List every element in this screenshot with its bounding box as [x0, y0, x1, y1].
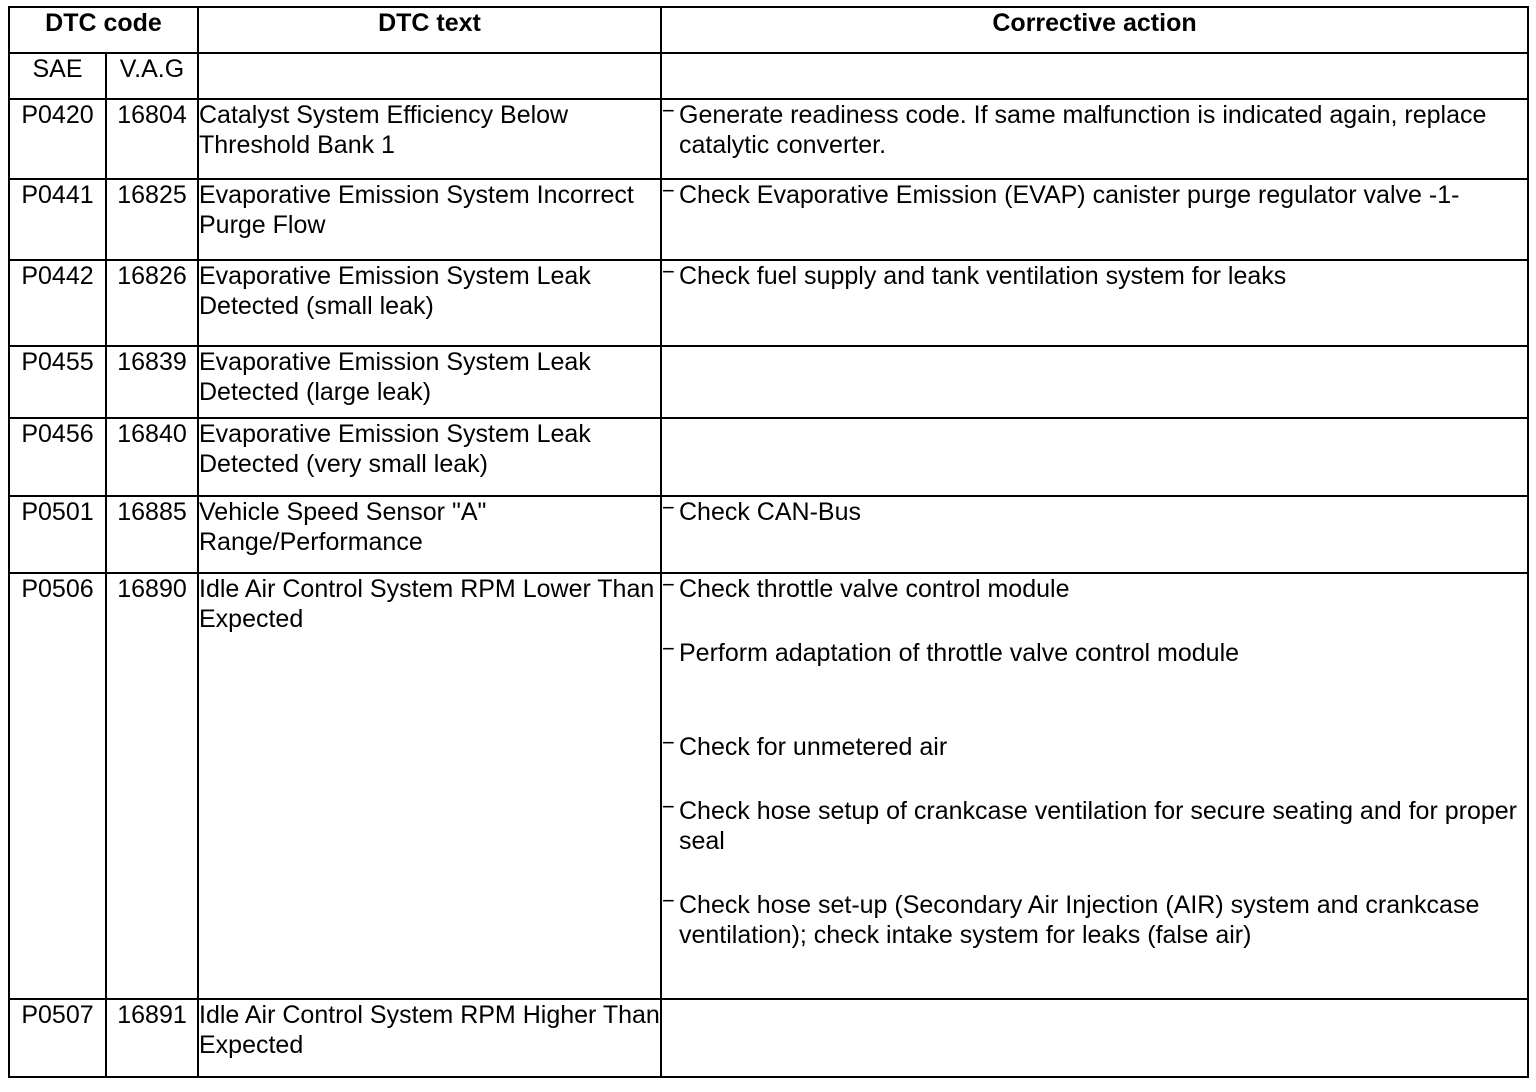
action-item — [662, 497, 1527, 527]
dash-bullet-icon: − — [662, 178, 675, 203]
header-corrective-action: Corrective action — [661, 7, 1528, 53]
dash-bullet-icon: − — [662, 730, 675, 755]
cell-dtc-text: Idle Air Control System RPM Lower Than Expected — [198, 573, 661, 999]
action-item — [662, 732, 1527, 762]
cell-sae-code: P0441 — [9, 179, 106, 260]
dash-bullet-icon: − — [662, 98, 675, 123]
table-row — [9, 573, 1528, 999]
cell-dtc-text: Evaporative Emission System Incorrect Purge Flow — [198, 179, 661, 260]
subheader-action-empty — [661, 53, 1528, 99]
cell-corrective-action — [661, 418, 1528, 496]
cell-corrective-action — [661, 179, 1528, 260]
header-dtc-code: DTC code — [9, 7, 198, 53]
action-item — [662, 890, 1527, 950]
cell-vag-code: 16890 — [106, 573, 198, 999]
action-text: Check Evaporative Emission (EVAP) canister purge regulator valve -1- — [679, 181, 1460, 209]
dash-bullet-icon: − — [662, 572, 675, 597]
cell-corrective-action — [661, 99, 1528, 179]
action-item — [662, 180, 1527, 210]
subheader-sae: SAE — [9, 53, 106, 99]
action-item — [662, 100, 1527, 160]
table-row — [9, 346, 1528, 418]
cell-vag-code: 16804 — [106, 99, 198, 179]
cell-vag-code: 16826 — [106, 260, 198, 346]
cell-sae-code: P0420 — [9, 99, 106, 179]
dash-bullet-icon: − — [662, 259, 675, 284]
dash-bullet-icon: − — [662, 636, 675, 661]
action-text: Check throttle valve control module — [679, 575, 1070, 603]
header-dtc-text: DTC text — [198, 7, 661, 53]
cell-sae-code: P0506 — [9, 573, 106, 999]
cell-dtc-text: Catalyst System Efficiency Below Threshold Bank 1 — [198, 99, 661, 179]
action-item — [662, 261, 1527, 291]
cell-vag-code: 16885 — [106, 496, 198, 573]
action-text: Generate readiness code. If same malfunction is indicated again, replace catalytic converter. — [679, 101, 1487, 159]
dtc-table-body — [9, 99, 1528, 1077]
cell-corrective-action — [661, 346, 1528, 418]
cell-dtc-text: Evaporative Emission System Leak Detected (large leak) — [198, 346, 661, 418]
cell-corrective-action — [661, 999, 1528, 1077]
cell-corrective-action — [661, 573, 1528, 999]
dash-bullet-icon: − — [662, 495, 675, 520]
cell-sae-code: P0507 — [9, 999, 106, 1077]
cell-corrective-action — [661, 260, 1528, 346]
header-row — [9, 7, 1528, 53]
table-row — [9, 99, 1528, 179]
action-text: Check for unmetered air — [679, 733, 948, 761]
cell-sae-code: P0442 — [9, 260, 106, 346]
subheader-vag: V.A.G — [106, 53, 198, 99]
cell-sae-code: P0501 — [9, 496, 106, 573]
action-text: Perform adaptation of throttle valve control module — [679, 639, 1240, 667]
subheader-text-empty — [198, 53, 661, 99]
action-text: Check hose set-up (Secondary Air Injection (AIR) system and crankcase ventilation); check intake system for leaks (false air) — [679, 891, 1480, 949]
table-row — [9, 418, 1528, 496]
cell-dtc-text: Vehicle Speed Sensor "A" Range/Performance — [198, 496, 661, 573]
cell-vag-code: 16825 — [106, 179, 198, 260]
cell-sae-code: P0455 — [9, 346, 106, 418]
subheader-row — [9, 53, 1528, 99]
action-item — [662, 638, 1527, 668]
action-item — [662, 574, 1527, 604]
cell-vag-code: 16839 — [106, 346, 198, 418]
table-row — [9, 260, 1528, 346]
action-text: Check CAN-Bus — [679, 498, 861, 526]
cell-corrective-action — [661, 496, 1528, 573]
cell-dtc-text: Evaporative Emission System Leak Detected (small leak) — [198, 260, 661, 346]
cell-dtc-text: Evaporative Emission System Leak Detected (very small leak) — [198, 418, 661, 496]
table-row — [9, 496, 1528, 573]
dtc-table — [8, 6, 1529, 1078]
cell-vag-code: 16891 — [106, 999, 198, 1077]
cell-vag-code: 16840 — [106, 418, 198, 496]
table-row — [9, 179, 1528, 260]
action-item — [662, 796, 1527, 856]
table-row — [9, 999, 1528, 1077]
action-text: Check fuel supply and tank ventilation system for leaks — [679, 262, 1287, 290]
cell-sae-code: P0456 — [9, 418, 106, 496]
dash-bullet-icon: − — [662, 794, 675, 819]
dash-bullet-icon: − — [662, 888, 675, 913]
cell-dtc-text: Idle Air Control System RPM Higher Than Expected — [198, 999, 661, 1077]
action-text: Check hose setup of crankcase ventilation for secure seating and for proper seal — [679, 797, 1517, 855]
